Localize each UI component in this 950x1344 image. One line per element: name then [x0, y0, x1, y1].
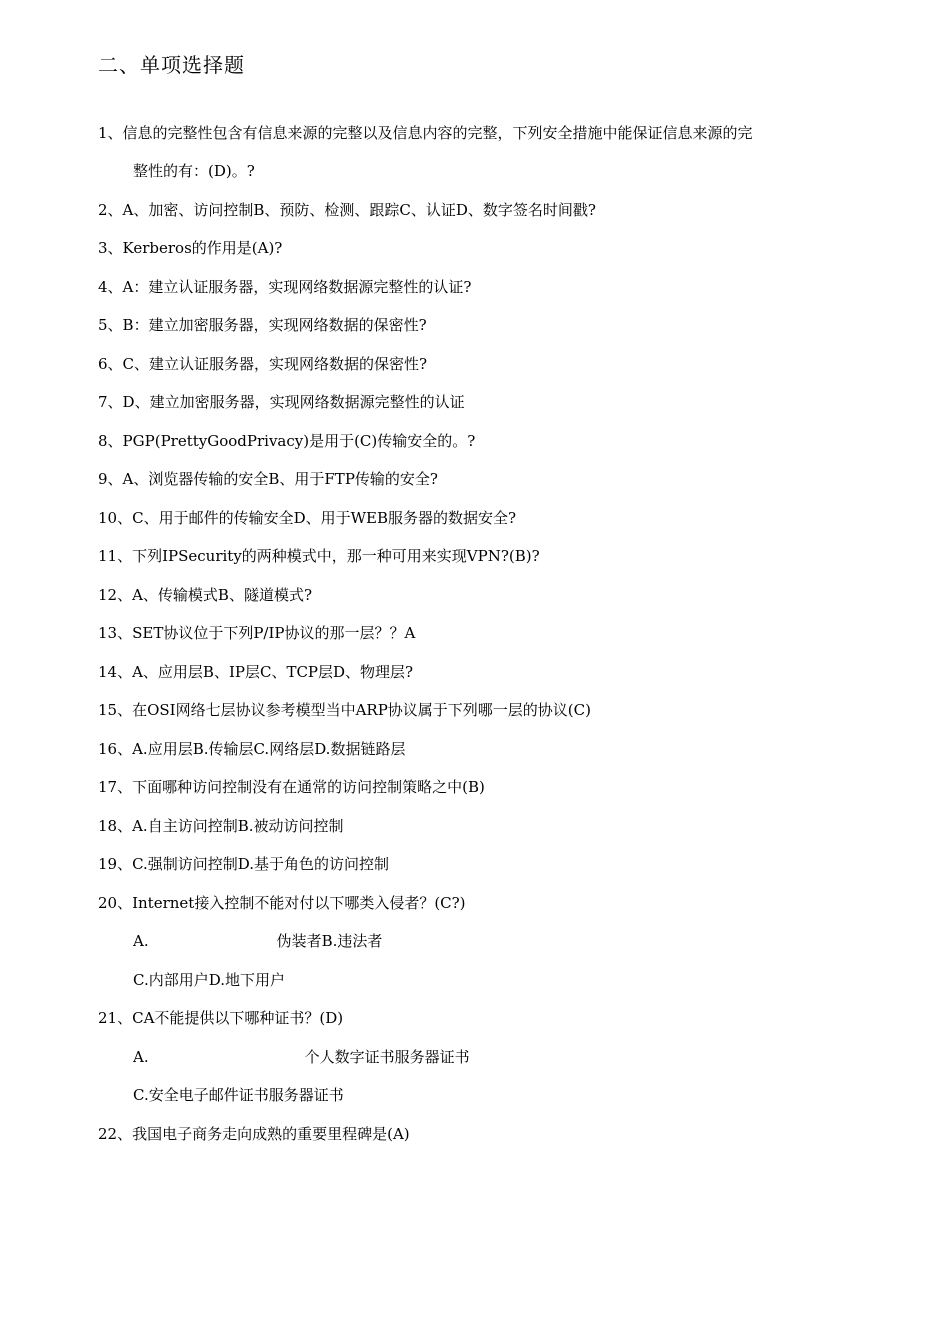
- option-a-label: A.: [133, 1048, 149, 1066]
- question-10: 10、C、用于邮件的传输安全D、用于WEB服务器的数据安全?: [98, 509, 517, 527]
- question-12: 12、A、传输模式B、隧道模式?: [98, 586, 312, 604]
- question-13: 13、SET协议位于下列P/IP协议的那一层？？A: [98, 624, 416, 642]
- question-5: 5、B：建立加密服务器，实现网络数据的保密性?: [98, 316, 427, 334]
- option-a-text: 伪装者B.违法者: [276, 932, 383, 950]
- question-21-option-a: [133, 1046, 470, 1068]
- question-1-line-2: 整性的有：(D)。?: [133, 162, 255, 180]
- question-8: 8、PGP(PrettyGoodPrivacy)是用于(C)传输安全的。?: [98, 432, 476, 450]
- question-3: 3、Kerberos的作用是(A)?: [98, 239, 283, 257]
- question-2: 2、A、加密、访问控制B、预防、检测、跟踪C、认证D、数字签名时间戳?: [98, 201, 596, 219]
- question-16: 16、A.应用层B.传输层C.网络层D.数据链路层: [98, 740, 406, 758]
- question-14: 14、A、应用层B、IP层C、TCP层D、物理层?: [98, 663, 414, 681]
- question-22: 22、我国电子商务走向成熟的重要里程碑是(A): [98, 1125, 410, 1143]
- question-1-line-1: 1、信息的完整性包含有信息来源的完整以及信息内容的完整，下列安全措施中能保证信息来源的完: [98, 124, 753, 142]
- option-a-label: A.: [133, 932, 149, 950]
- question-21: 21、CA不能提供以下哪种证书？(D): [98, 1009, 344, 1027]
- option-a-text: 个人数字证书服务器证书: [304, 1048, 470, 1066]
- question-11: 11、下列IPSecurity的两种模式中，那一种可用来实现VPN?(B)?: [98, 547, 540, 565]
- section-title: 二、单项选择题: [98, 53, 245, 77]
- question-15: 15、在OSI网络七层协议参考模型当中ARP协议属于下列哪一层的协议(C): [98, 701, 591, 719]
- question-9: 9、A、浏览器传输的安全B、用于FTP传输的安全?: [98, 470, 438, 488]
- question-20-option-c: C.内部用户D.地下用户: [133, 971, 285, 989]
- question-4: 4、A：建立认证服务器，实现网络数据源完整性的认证?: [98, 278, 472, 296]
- question-21-option-c: C.安全电子邮件证书服务器证书: [133, 1086, 344, 1104]
- question-6: 6、C、建立认证服务器，实现网络数据的保密性?: [98, 355, 428, 373]
- question-17: 17、下面哪种访问控制没有在通常的访问控制策略之中(B): [98, 778, 485, 796]
- question-20-option-a: [133, 930, 382, 952]
- question-20: 20、Internet接入控制不能对付以下哪类入侵者？(C?): [98, 894, 466, 912]
- question-7: 7、D、建立加密服务器，实现网络数据源完整性的认证: [98, 393, 465, 411]
- question-18: 18、A.自主访问控制B.被动访问控制: [98, 817, 344, 835]
- question-19: 19、C.强制访问控制D.基于角色的访问控制: [98, 855, 390, 873]
